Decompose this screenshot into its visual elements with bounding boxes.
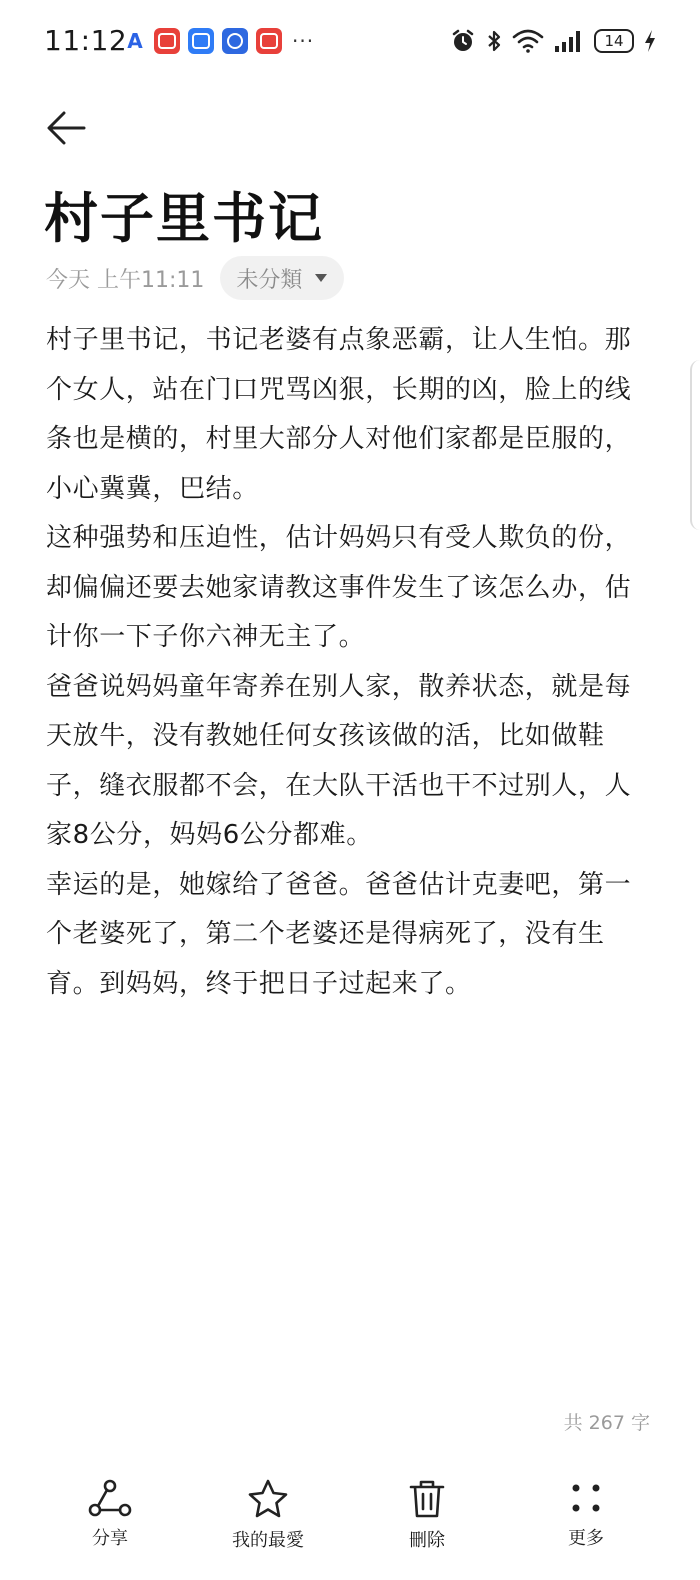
note-paragraph: 爸爸说妈妈童年寄养在别人家，散养状态，就是每天放牛，没有教她任何女孩该做的活，比如做鞋子，缝衣服都不会，在大队干活也干不过别人，人家8公分，妈妈6公分都难。 [46,671,632,850]
video-app-icon [154,28,180,54]
alarm-icon [450,28,476,54]
notification-icons [124,28,314,54]
more-button[interactable] [516,1478,656,1550]
note-body[interactable] [46,316,652,1009]
note-paragraph: 这种强势和压迫性，估计妈妈只有受人欺负的份，却偏偏还要去她家请教这事件发生了该怎么办，估计你一下子你六神无主了。 [46,523,632,652]
more-dots-icon [566,1478,606,1518]
category-label: 未分類 [236,267,303,293]
dropdown-triangle-icon [314,273,328,283]
share-icon [87,1478,133,1518]
back-button[interactable] [44,108,92,152]
trash-icon [407,1478,447,1520]
battery-icon: 14 [594,29,634,53]
share-label: 分享 [92,1528,128,1549]
charging-icon [644,29,656,53]
arrow-left-icon [44,108,88,148]
note-meta [46,256,344,300]
category-selector[interactable] [220,256,344,300]
share-button[interactable] [40,1478,180,1550]
system-icons [450,28,656,54]
bluetooth-icon [486,28,502,54]
video-app-icon [256,28,282,54]
side-panel-handle[interactable] [690,360,700,530]
status-bar [0,0,700,88]
signal-icon [554,29,584,53]
browser-app-icon [222,28,248,54]
wifi-icon [512,29,544,53]
note-paragraph: 幸运的是，她嫁给了爸爸。爸爸估计克妻吧，第一个老婆死了，第二个老婆还是得病死了，没有生育。到妈妈，终于把日子过起来了。 [46,869,632,999]
chat-app-icon [188,28,214,54]
note-date: 今天 上午11:11 [46,267,205,293]
more-label: 更多 [568,1528,604,1549]
delete-button[interactable] [357,1478,497,1552]
note-title[interactable]: 村子里书记 [44,187,324,250]
bottom-toolbar [0,1478,700,1578]
star-icon [246,1478,290,1520]
more-notifications-icon: ··· [292,29,315,53]
delete-label: 刪除 [409,1530,445,1551]
note-paragraph: 村子里书记，书记老婆有点象恶霸，让人生怕。那个女人，站在门口咒骂凶狠，长期的凶，脸上的线条也是横的，村里大部分人对他们家都是臣服的，小心冀冀，巴结。 [46,325,632,504]
status-time: 11:12 [44,24,128,57]
favorite-button[interactable] [198,1478,338,1552]
word-count: 共 267 字 [563,1412,650,1434]
app-a-icon: A [127,29,143,53]
favorite-label: 我的最愛 [232,1530,304,1551]
